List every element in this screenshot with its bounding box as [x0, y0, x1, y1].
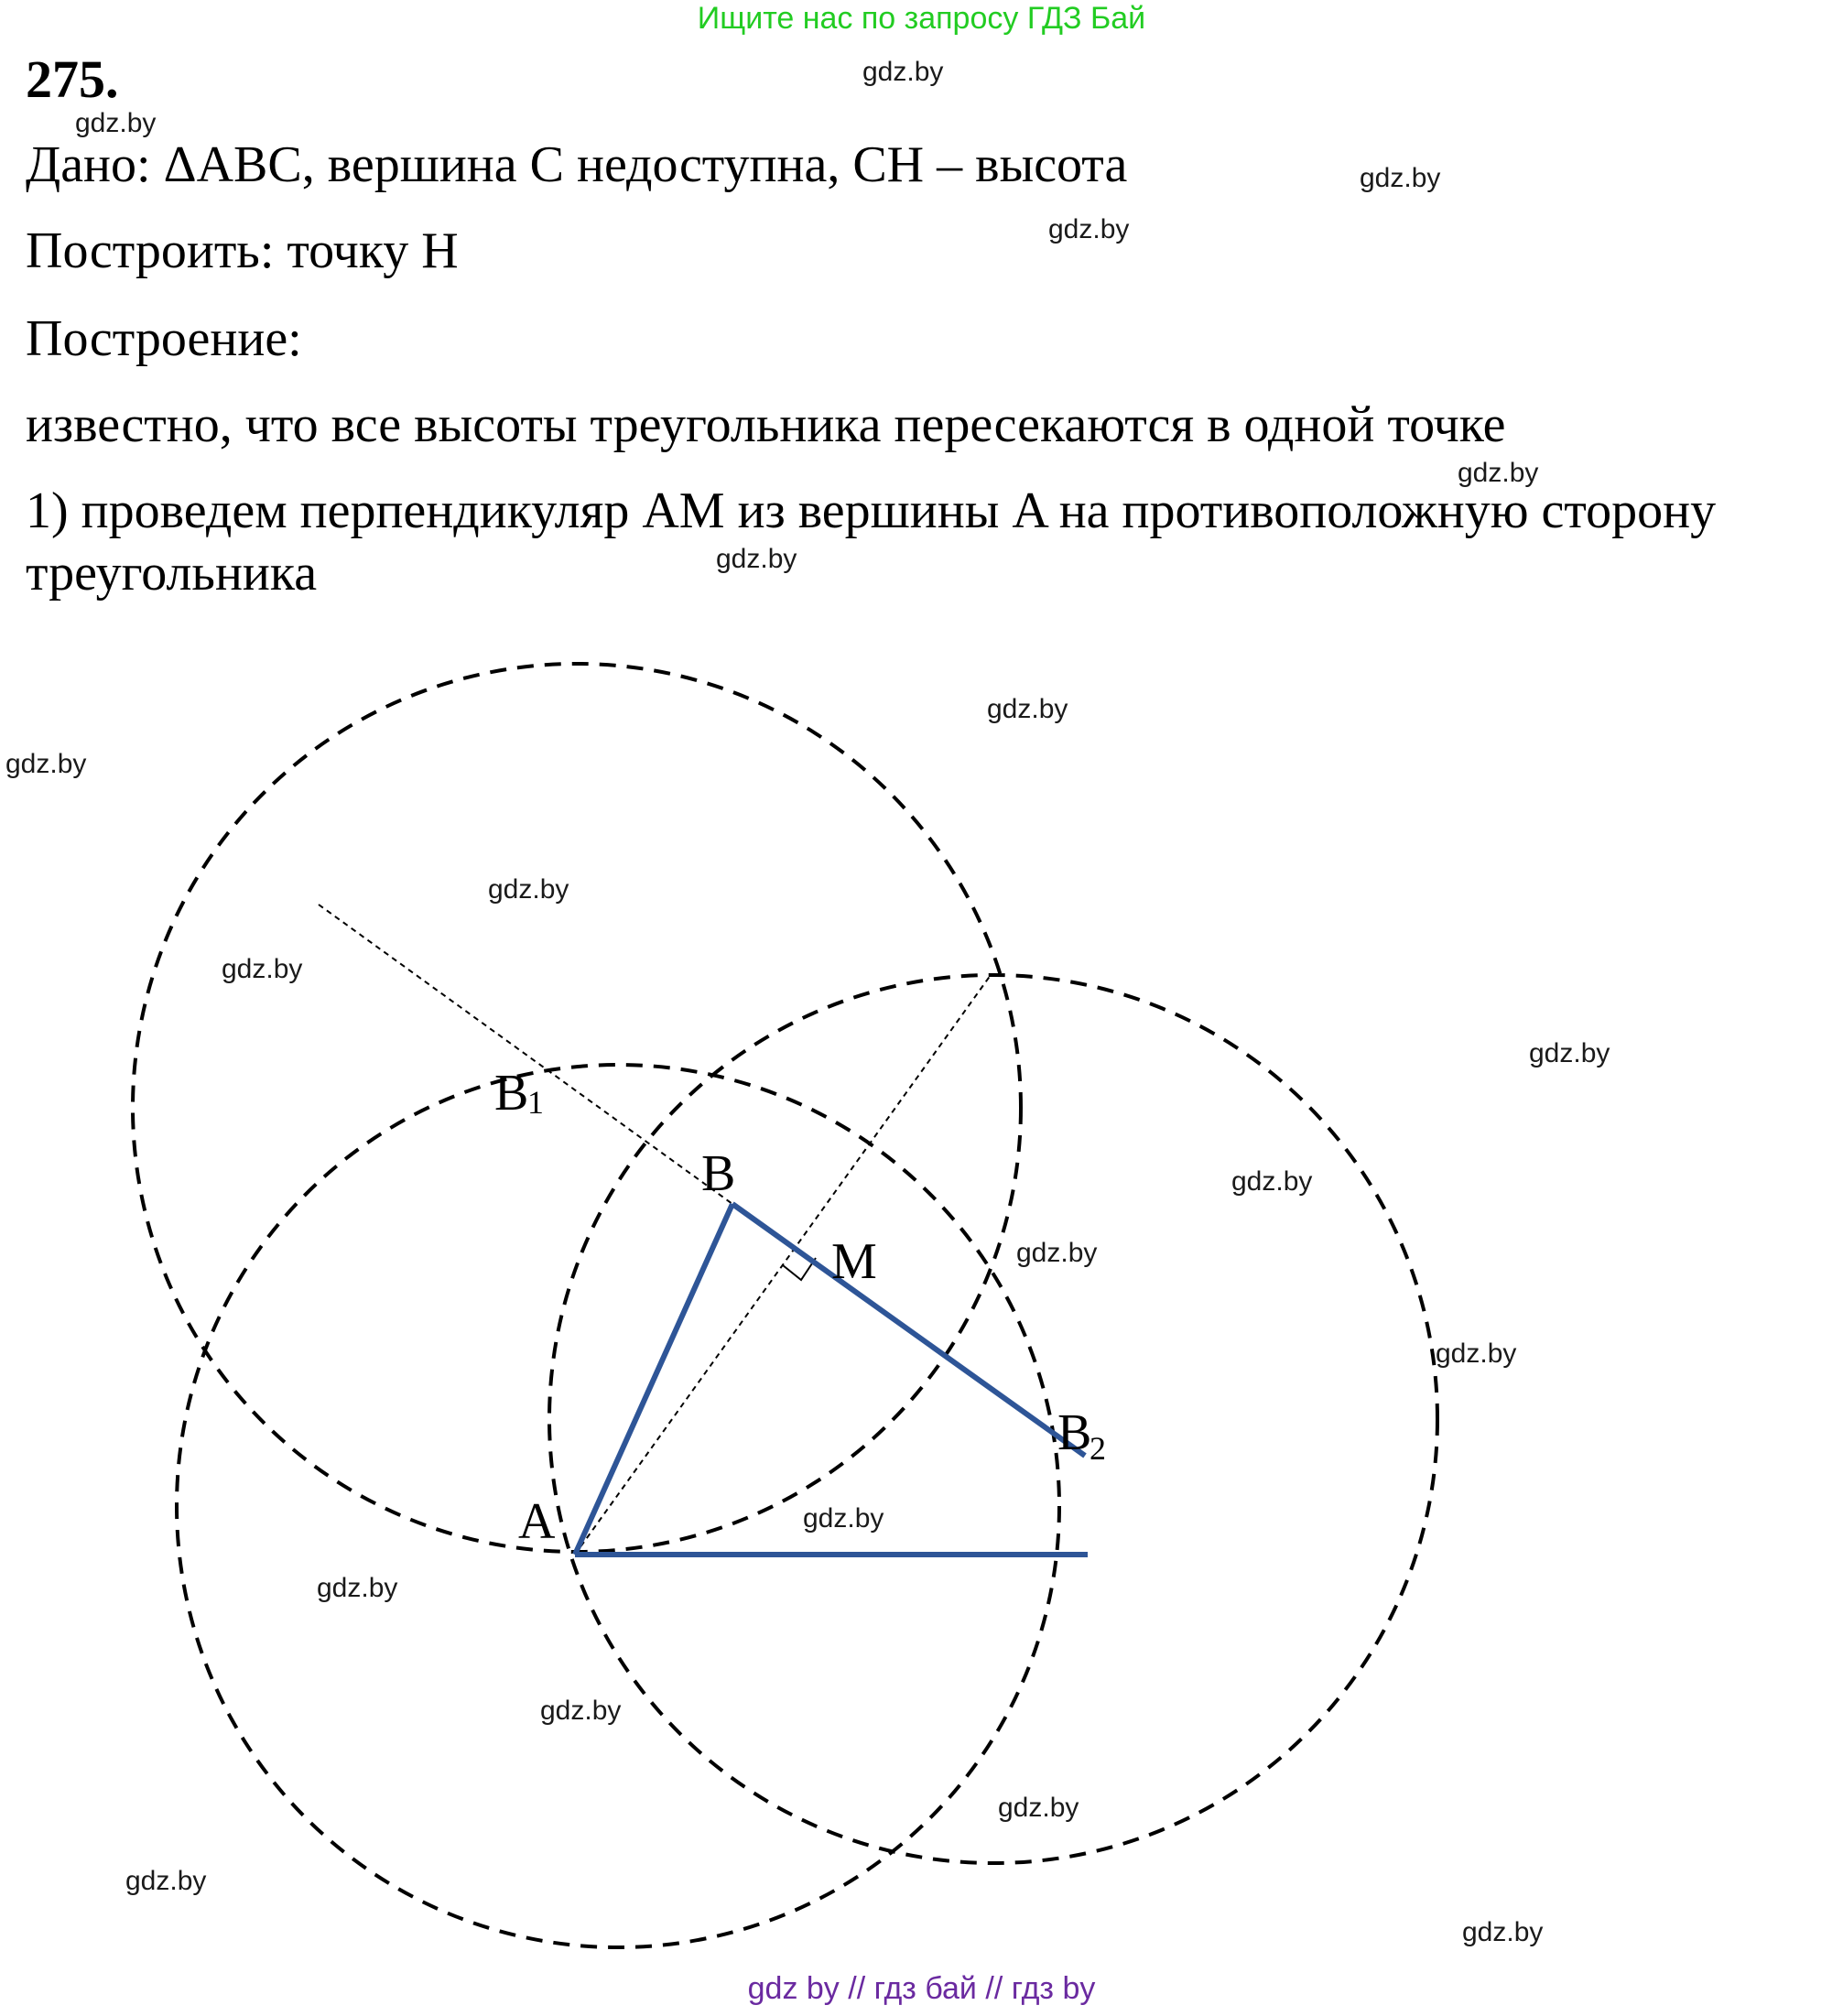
construct-line: Построить: точку H: [26, 222, 459, 279]
label-b2-subscript: 2: [1090, 1430, 1106, 1467]
watermark: gdz.by: [987, 694, 1068, 724]
watermark: gdz.by: [716, 544, 797, 574]
watermark: gdz.by: [1458, 458, 1539, 488]
footer-links: gdz by // гдз бай // гдз by: [747, 1971, 1096, 2006]
watermark: gdz.by: [540, 1696, 622, 1726]
watermark: gdz.by: [222, 954, 303, 984]
side-ab: [575, 1204, 732, 1555]
circle-center-b2: [549, 975, 1437, 1863]
label-b2: B: [1057, 1404, 1092, 1461]
problem-number: 275.: [26, 49, 119, 109]
watermark: gdz.by: [862, 57, 944, 87]
watermark: gdz.by: [1360, 163, 1441, 193]
watermark: gdz.by: [1462, 1917, 1544, 1947]
watermark: gdz.by: [75, 108, 157, 138]
watermark: gdz.by: [317, 1573, 398, 1603]
watermark: gdz.by: [1436, 1339, 1517, 1369]
step1-line: 1) проведем перпендикуляр AM из вершины A на противоположную сторону: [26, 482, 1717, 539]
label-b: B: [701, 1145, 736, 1202]
given-line: Дано: ΔABC, вершина C недоступна, CH – высота: [26, 136, 1128, 193]
search-banner: Ищите нас по запросу ГДЗ Бай: [697, 1, 1146, 36]
watermark: gdz.by: [125, 1866, 207, 1896]
label-m: M: [831, 1233, 877, 1290]
known-fact-line: известно, что все высоты треугольника пересекаются в одной точке: [26, 396, 1506, 453]
watermark: gdz.by: [1231, 1166, 1313, 1197]
circle-center-b: [133, 664, 1021, 1552]
watermark: gdz.by: [1016, 1238, 1098, 1268]
perpendicular-line-am: [575, 975, 991, 1555]
construction-heading: Построение:: [26, 310, 302, 367]
extension-line-bb1: [319, 905, 732, 1204]
label-a: A: [518, 1493, 556, 1550]
watermark: gdz.by: [5, 749, 87, 779]
step1-continuation: треугольника: [26, 545, 318, 602]
watermark: gdz.by: [1529, 1038, 1610, 1068]
watermark: gdz.by: [803, 1503, 884, 1534]
circle-center-b1: [177, 1065, 1059, 1947]
watermark: gdz.by: [998, 1793, 1079, 1823]
label-b1: B: [494, 1065, 529, 1122]
watermark: gdz.by: [488, 874, 569, 905]
watermark: gdz.by: [1048, 214, 1130, 244]
label-b1-subscript: 1: [527, 1084, 544, 1121]
